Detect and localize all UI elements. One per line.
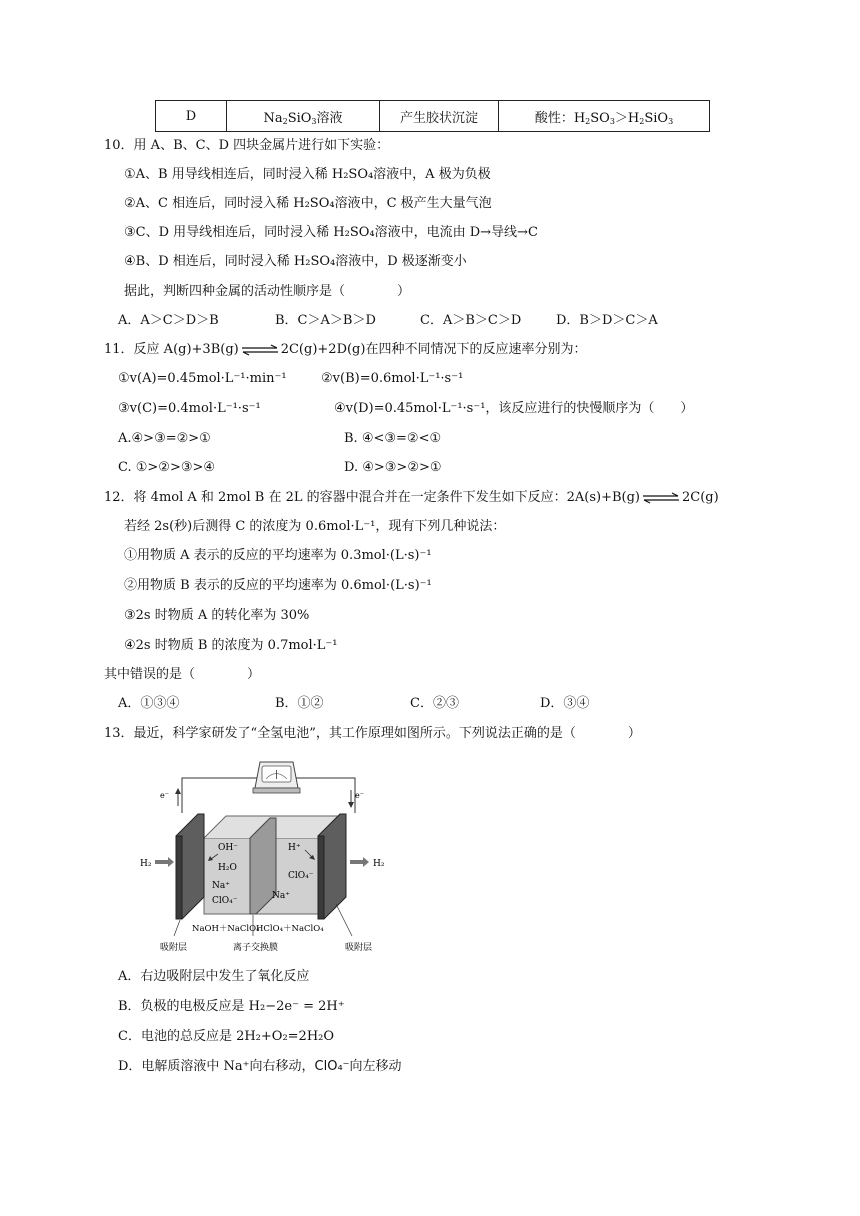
q13-stem: 13．最近，科学家研发了“全氢电池”，其工作原理如图所示。下列说法正确的是（ ） xyxy=(104,726,641,741)
hydrogen-battery-diagram xyxy=(140,754,400,958)
q11-option-a: A.④>③=②>① xyxy=(118,431,211,446)
ion-exchange-membrane-label: 离子交换膜 xyxy=(233,943,279,953)
solution-label-left: NaOH＋NaClO₄ xyxy=(192,924,260,934)
q10-option-a: A．A＞C＞D＞B xyxy=(118,313,219,328)
sodium-ion-label-left: Na⁺ xyxy=(212,881,230,891)
water-label: H₂O xyxy=(218,863,237,873)
answer-table xyxy=(155,100,710,132)
q12-stem: 12．将 4mol A 和 2mol B 在 2L 的容器中混合并在一定条件下发生如下反应：2A(s)+B(g) 2C(g) xyxy=(104,490,719,505)
q11-option-b: B. ④<③=②<① xyxy=(344,431,442,446)
q12-option-c: C．②③ xyxy=(410,696,459,711)
adsorption-layer-label-left: 吸附层 xyxy=(160,943,188,953)
q10-question: 据此，判断四种金属的活动性顺序是（ ） xyxy=(124,284,411,299)
galvanometer-icon xyxy=(253,762,300,793)
table-cell-reagent: $Na_2SiO_3$溶液 xyxy=(227,101,380,132)
q12-option-a: A．①③④ xyxy=(118,696,180,711)
equilibrium-arrow-icon xyxy=(241,344,279,356)
q11-rate-2: ②v(B)=0.6mol·L⁻¹·s⁻¹ xyxy=(321,371,464,386)
h2-label-right: H₂ xyxy=(373,859,385,869)
q10-statement-4: ④B、D 相连后，同时浸入稀 H₂SO₄溶液中，D 极逐渐变小 xyxy=(124,254,467,269)
q10-option-d: D．B＞D＞C＞A xyxy=(556,313,658,328)
q11-option-d: D. ④>③>②>① xyxy=(344,460,442,475)
table-cell-phenomenon: 产生胶状沉淀 xyxy=(380,101,499,132)
table-row xyxy=(156,101,710,132)
electron-label-right: e⁻ xyxy=(355,791,364,800)
q13-option-b: B．负极的电极反应是 H₂−2e⁻ = 2H⁺ xyxy=(118,999,345,1014)
q10-statement-2: ②A、C 相连后，同时浸入稀 H₂SO₄溶液中，C 极产生大量气泡 xyxy=(124,196,492,211)
solution-label-right: HClO₄＋NaClO₄ xyxy=(256,924,324,934)
q10-option-b: B．C＞A＞B＞D xyxy=(275,313,376,328)
equilibrium-arrow-icon xyxy=(642,492,680,504)
adsorption-layer-label-right: 吸附层 xyxy=(345,943,373,953)
sodium-ion-label-right: Na⁺ xyxy=(272,891,290,901)
q10-stem: 10．用 A、B、C、D 四块金属片进行如下实验： xyxy=(104,138,390,153)
h2-label-left: H₂ xyxy=(140,859,152,869)
q11-option-c: C. ①>②>③>④ xyxy=(118,460,216,475)
electron-label-left: e⁻ xyxy=(160,791,169,800)
q13-option-c: C．电池的总反应是 2H₂+O₂=2H₂O xyxy=(118,1029,335,1044)
table-cell-label: D xyxy=(156,101,227,132)
q12-statement-3: ③2s 时物质 A 的转化率为 30% xyxy=(124,608,310,623)
q12-statement-1: ①用物质 A 表示的反应的平均速率为 0.3mol·(L·s)⁻¹ xyxy=(124,548,432,563)
q12-statement-4: ④2s 时物质 B 的浓度为 0.7mol·L⁻¹ xyxy=(124,638,338,653)
hydroxide-label: OH⁻ xyxy=(218,843,238,853)
table-cell-conclusion: 酸性：$H_2SO_3>H_2SiO_3$ xyxy=(499,101,710,132)
q12-statement-2: ②用物质 B 表示的反应的平均速率为 0.6mol·(L·s)⁻¹ xyxy=(124,578,432,593)
q12-option-d: D．③④ xyxy=(540,696,590,711)
q12-question: 其中错误的是（ ） xyxy=(104,667,261,682)
q10-statement-3: ③C、D 用导线相连后，同时浸入稀 H₂SO₄溶液中，电流由 D→导线→C xyxy=(124,225,538,240)
q13-option-a: A．右边吸附层中发生了氧化反应 xyxy=(118,969,310,984)
q10-statement-1: ①A、B 用导线相连后，同时浸入稀 H₂SO₄溶液中，A 极为负极 xyxy=(124,167,491,182)
perchlorate-label-right: ClO₄⁻ xyxy=(288,871,314,881)
perchlorate-label-left: ClO₄⁻ xyxy=(212,896,238,906)
q11-rate-1: ①v(A)=0.45mol·L⁻¹·min⁻¹ xyxy=(118,371,287,386)
q11-rate-3: ③v(C)=0.4mol·L⁻¹·s⁻¹ xyxy=(118,401,261,416)
q13-option-d: D．电解质溶液中 Na⁺向右移动，ClO₄⁻向左移动 xyxy=(118,1059,402,1074)
q11-rate-4: ④v(D)=0.45mol·L⁻¹·s⁻¹，该反应进行的快慢顺序为（ ） xyxy=(334,401,694,416)
q11-stem: 11．反应 A(g)+3B(g) 2C(g)+2D(g)在四种不同情况下的反应速率分别为： xyxy=(104,342,587,357)
q12-line-2: 若经 2s(秒)后测得 C 的浓度为 0.6mol·L⁻¹，现有下列几种说法： xyxy=(124,519,506,534)
q12-option-b: B．①② xyxy=(275,696,324,711)
proton-label: H⁺ xyxy=(288,843,301,853)
q10-option-c: C．A＞B＞C＞D xyxy=(420,313,522,328)
